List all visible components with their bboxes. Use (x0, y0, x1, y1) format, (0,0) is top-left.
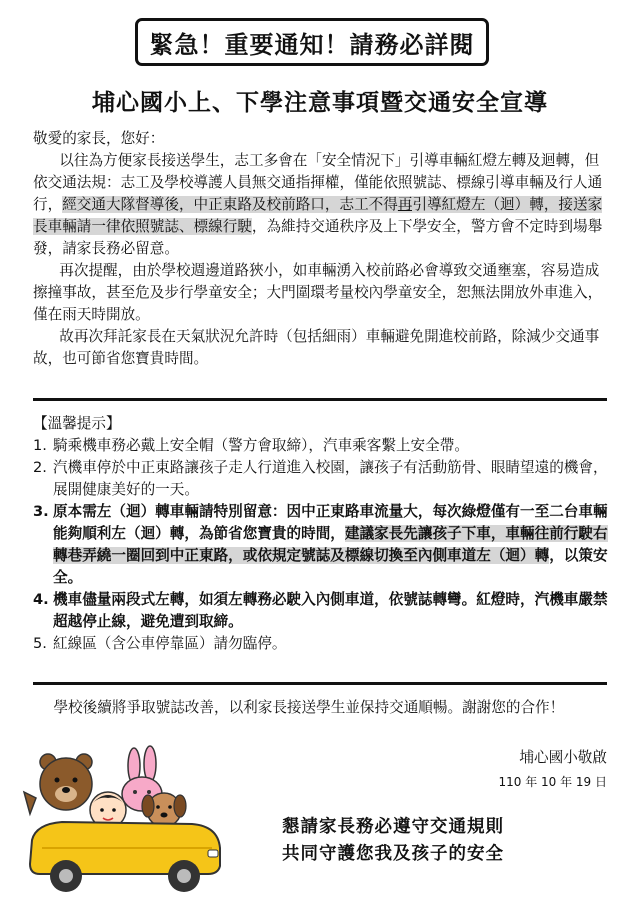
urgent-notice-text: 緊急！重要通知！請務必詳閱 (149, 30, 475, 59)
tip-text-highlight: 建議家長先讓孩子下車，車輛往前行駛右轉巷弄繞一圈回到中正東路，或依規定號誌及標線切換至內側車道左（迴）轉 (53, 525, 608, 564)
tip-number: 4. (33, 591, 49, 608)
tip-number: 3. (33, 503, 49, 520)
tip-text: 汽機車停於中正東路讓孩子走人行道進入校園，讓孩子有活動筋骨、眼睛望遠的機會，展開健康美好的一天。 (53, 459, 608, 498)
tip-item-1 (33, 435, 613, 457)
paragraph-2: 再次提醒，由於學校週邊道路狹小，如車輛湧入校前路必會導致交通壅塞，容易造成擦撞事故，甚至危及步行學童安全；大門圍環考量校內學童安全，恕無法開放外車進入，僅在雨天時開放。 (33, 262, 603, 323)
paragraph-3: 故再次拜託家長在天氣狀況允許時（包括細雨）車輛避免開進校前路，除減少交通事故，也可節省您寶貴時間。 (33, 328, 600, 367)
car-icon (30, 822, 220, 892)
tips-list (33, 435, 613, 655)
tip-item-2 (33, 457, 613, 501)
tips-title: 【溫馨提示】 (33, 415, 121, 432)
paragraph-1-text-a: 以往為方便家長接送學生，志工多會在「安全情況下」引導車輛紅燈左轉及迴轉，但依交通法規：志工及學校導護人員無交通指揮權，僅能依照號誌、標線引導車輛及行人通行， (33, 152, 603, 213)
divider-top (33, 398, 607, 401)
slogan-line-1: 懇請家長務必遵守交通規則 (282, 817, 504, 837)
signature (498, 746, 607, 790)
tip-text-a: 原本需左（迴）轉車輛請特別留意：因中正東路車流量大，每次綠燈僅有一至二台車輛能夠順利左（迴）轉，為節省您寶貴的時間， (53, 503, 608, 542)
paragraph-1-highlight-2: 再 (397, 196, 413, 213)
paragraph-1-highlight-3: 引導紅燈左（迴）轉，接送家長車輛請一律依照號誌、標線行駛 (33, 196, 603, 235)
tip-number: 1. (33, 437, 47, 454)
bear-icon (24, 754, 92, 814)
tip-number: 5. (33, 635, 47, 652)
tip-text-b: ，以策安全。 (53, 547, 608, 586)
slogan (282, 814, 504, 868)
divider-bottom (33, 682, 607, 685)
tip-number: 2. (33, 459, 47, 476)
tip-item-4 (33, 589, 613, 633)
tip-item-3 (33, 501, 613, 589)
letter-body (33, 128, 613, 370)
tip-item-5 (33, 633, 613, 655)
closing-text: 學校後續將爭取號誌改善，以利家長接送學生並保持交通順暢。謝謝您的合作！ (53, 699, 565, 716)
salutation: 敬愛的家長，您好： (33, 130, 165, 147)
tip-text: 機車儘量兩段式左轉，如須左轉務必駛入內側車道，依號誌轉彎。紅燈時，汽機車嚴禁超越停止線，避免遭到取締。 (53, 591, 608, 630)
dog-icon (142, 793, 186, 827)
signature-org: 埔心國小敬啟 (519, 749, 607, 766)
paragraph-1-highlight-1: 經交通大隊督導後，中正東路及校前路口，志工不得 (62, 196, 398, 213)
tips-section (33, 413, 613, 655)
paragraph-1-text-b: ，為維持交通秩序及上下學安全，警方會不定時到場舉發，請家長務必留意。 (33, 218, 603, 257)
slogan-line-2: 共同守護您我及孩子的安全 (282, 844, 504, 864)
signature-date: 110 年 10 年 19 日 (498, 775, 607, 789)
animals-in-car-illustration (22, 744, 226, 896)
tip-text: 騎乘機車務必戴上安全帽（警方會取締），汽車乘客繫上安全帶。 (53, 437, 469, 454)
urgent-notice-box (135, 18, 489, 66)
page-title: 埔心國小上、下學注意事項暨交通安全宣導 (92, 90, 548, 116)
paragraph-1 (33, 150, 613, 260)
tip-text: 紅線區（含公車停靠區）請勿臨停。 (53, 635, 287, 652)
